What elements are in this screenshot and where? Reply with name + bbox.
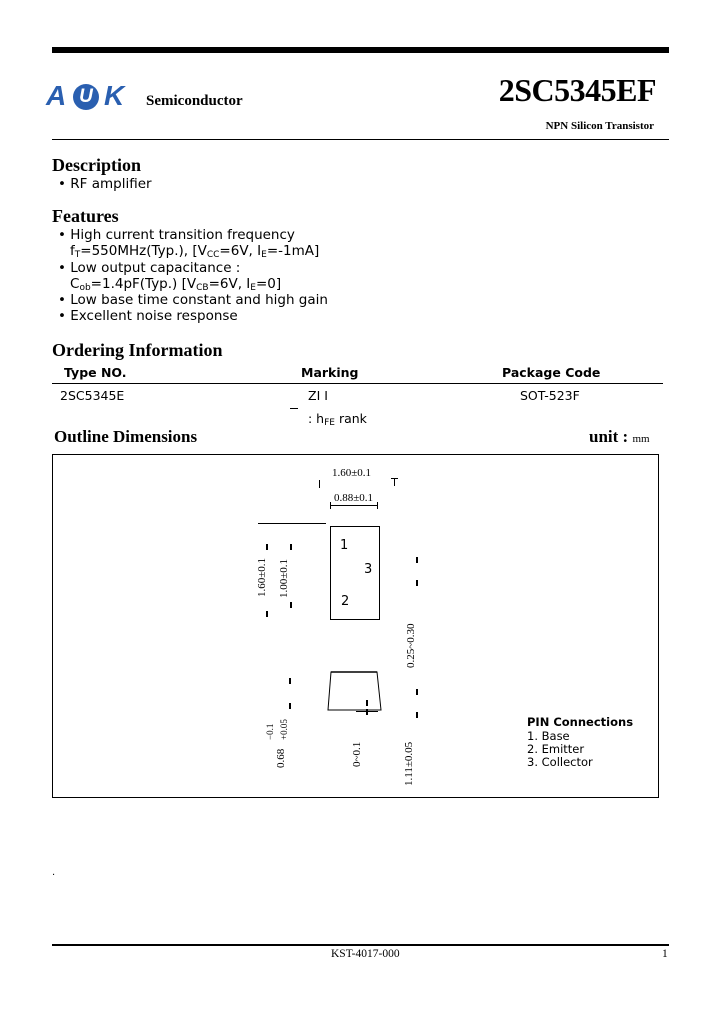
feature-item-2: • Low output capacitance : xyxy=(58,260,241,276)
pin-connection-item: 3. Collector xyxy=(527,755,593,769)
pin-connection-item: 2. Emitter xyxy=(527,742,585,756)
bullet: • xyxy=(58,176,66,192)
dim-arrow xyxy=(416,689,418,695)
dim-lead-b: 0~0.1 xyxy=(351,741,363,767)
dim-line xyxy=(330,505,378,506)
pin-label-3: 3 xyxy=(364,562,373,577)
dim-arrow xyxy=(416,580,418,586)
dim-top-width: 1.60±0.1 xyxy=(332,467,372,479)
dim-line xyxy=(258,523,326,524)
company-name: Semiconductor xyxy=(146,93,243,109)
logo-letter-k: K xyxy=(104,80,125,111)
pin-connections-title: PIN Connections xyxy=(527,715,634,729)
dim-lead-c: 1.11±0.05 xyxy=(403,741,415,786)
dim-tick xyxy=(377,502,378,509)
ordering-rule xyxy=(52,383,663,384)
row-marking: ZI I xyxy=(308,388,328,403)
dim-arrow xyxy=(289,678,291,684)
dim-arrow xyxy=(416,712,418,718)
footer-rule xyxy=(52,944,669,946)
row-type: 2SC5345E xyxy=(60,388,125,403)
row-package: SOT-523F xyxy=(520,388,580,403)
feature-item-1-detail: $f_T=550MHz(Typ.)$, [$V_{CC}=6V$, $I_E=-1mA$] xyxy=(70,243,320,260)
dim-tick xyxy=(391,478,398,479)
feature-item-4: • Excellent noise response xyxy=(58,308,238,324)
subtitle: NPN Silicon Transistor xyxy=(545,120,654,132)
subtitle-rule xyxy=(52,139,669,140)
logo-circle-u: U xyxy=(73,84,99,110)
description-item: • RF amplifier xyxy=(58,176,152,192)
dim-arrow xyxy=(416,557,418,563)
package-top-view xyxy=(330,526,380,620)
marking-note: : $h_{FE}$ rank xyxy=(308,411,367,428)
part-number: 2SC5345EF xyxy=(498,72,656,108)
dim-tick xyxy=(319,480,320,488)
dim-lead-a-tol: −0.1 xyxy=(265,723,275,740)
footer-doc-id: KST-4017-000 xyxy=(331,948,400,960)
dim-arrow xyxy=(266,611,268,617)
dim-inner-width: 0.88±0.1 xyxy=(334,492,374,504)
package-side-view xyxy=(325,668,385,716)
dim-lead-a: 0.68 xyxy=(275,748,287,768)
pin-label-2: 2 xyxy=(341,594,350,609)
dim-arrow xyxy=(290,544,292,550)
ordering-title: Ordering Information xyxy=(52,340,223,360)
dim-arrow xyxy=(366,700,368,706)
col-package: Package Code xyxy=(502,365,601,380)
dim-arrow xyxy=(290,602,292,608)
marking-bar xyxy=(290,408,298,409)
outline-title: Outline Dimensions xyxy=(54,427,198,446)
logo-letter-a: A xyxy=(46,80,67,111)
dim-tick xyxy=(330,502,331,509)
unit-label: unit : mm xyxy=(589,427,650,446)
col-marking: Marking xyxy=(301,365,359,380)
feature-item-3: • Low base time constant and high gain xyxy=(58,292,328,308)
dim-right-span: 0.25~0.30 xyxy=(405,623,417,668)
header-rule xyxy=(52,47,669,53)
dim-tick xyxy=(394,478,395,486)
stray-dot: . xyxy=(52,867,56,878)
dim-arrow xyxy=(266,544,268,550)
dim-arrow xyxy=(289,703,291,709)
dim-arrow xyxy=(366,709,368,715)
pin-label-1: 1 xyxy=(340,538,349,553)
feature-item-2-detail: $C_{ob}=1.4pF(Typ.)$ [$V_{CB}=6V$, $I_E=0$] xyxy=(70,276,282,293)
dim-left-height: 1.60±0.1 xyxy=(256,557,268,597)
dim-lead-a-tol2: +0.05 xyxy=(279,719,289,740)
col-type: Type NO. xyxy=(64,365,127,380)
features-title: Features xyxy=(52,206,119,226)
dim-line xyxy=(356,711,378,712)
pin-connection-item: 1. Base xyxy=(527,729,570,743)
feature-item-1: • High current transition frequency xyxy=(58,227,295,243)
description-title: Description xyxy=(52,155,141,175)
footer-page-number: 1 xyxy=(662,948,668,960)
dim-inner-height: 1.00±0.1 xyxy=(278,558,290,598)
